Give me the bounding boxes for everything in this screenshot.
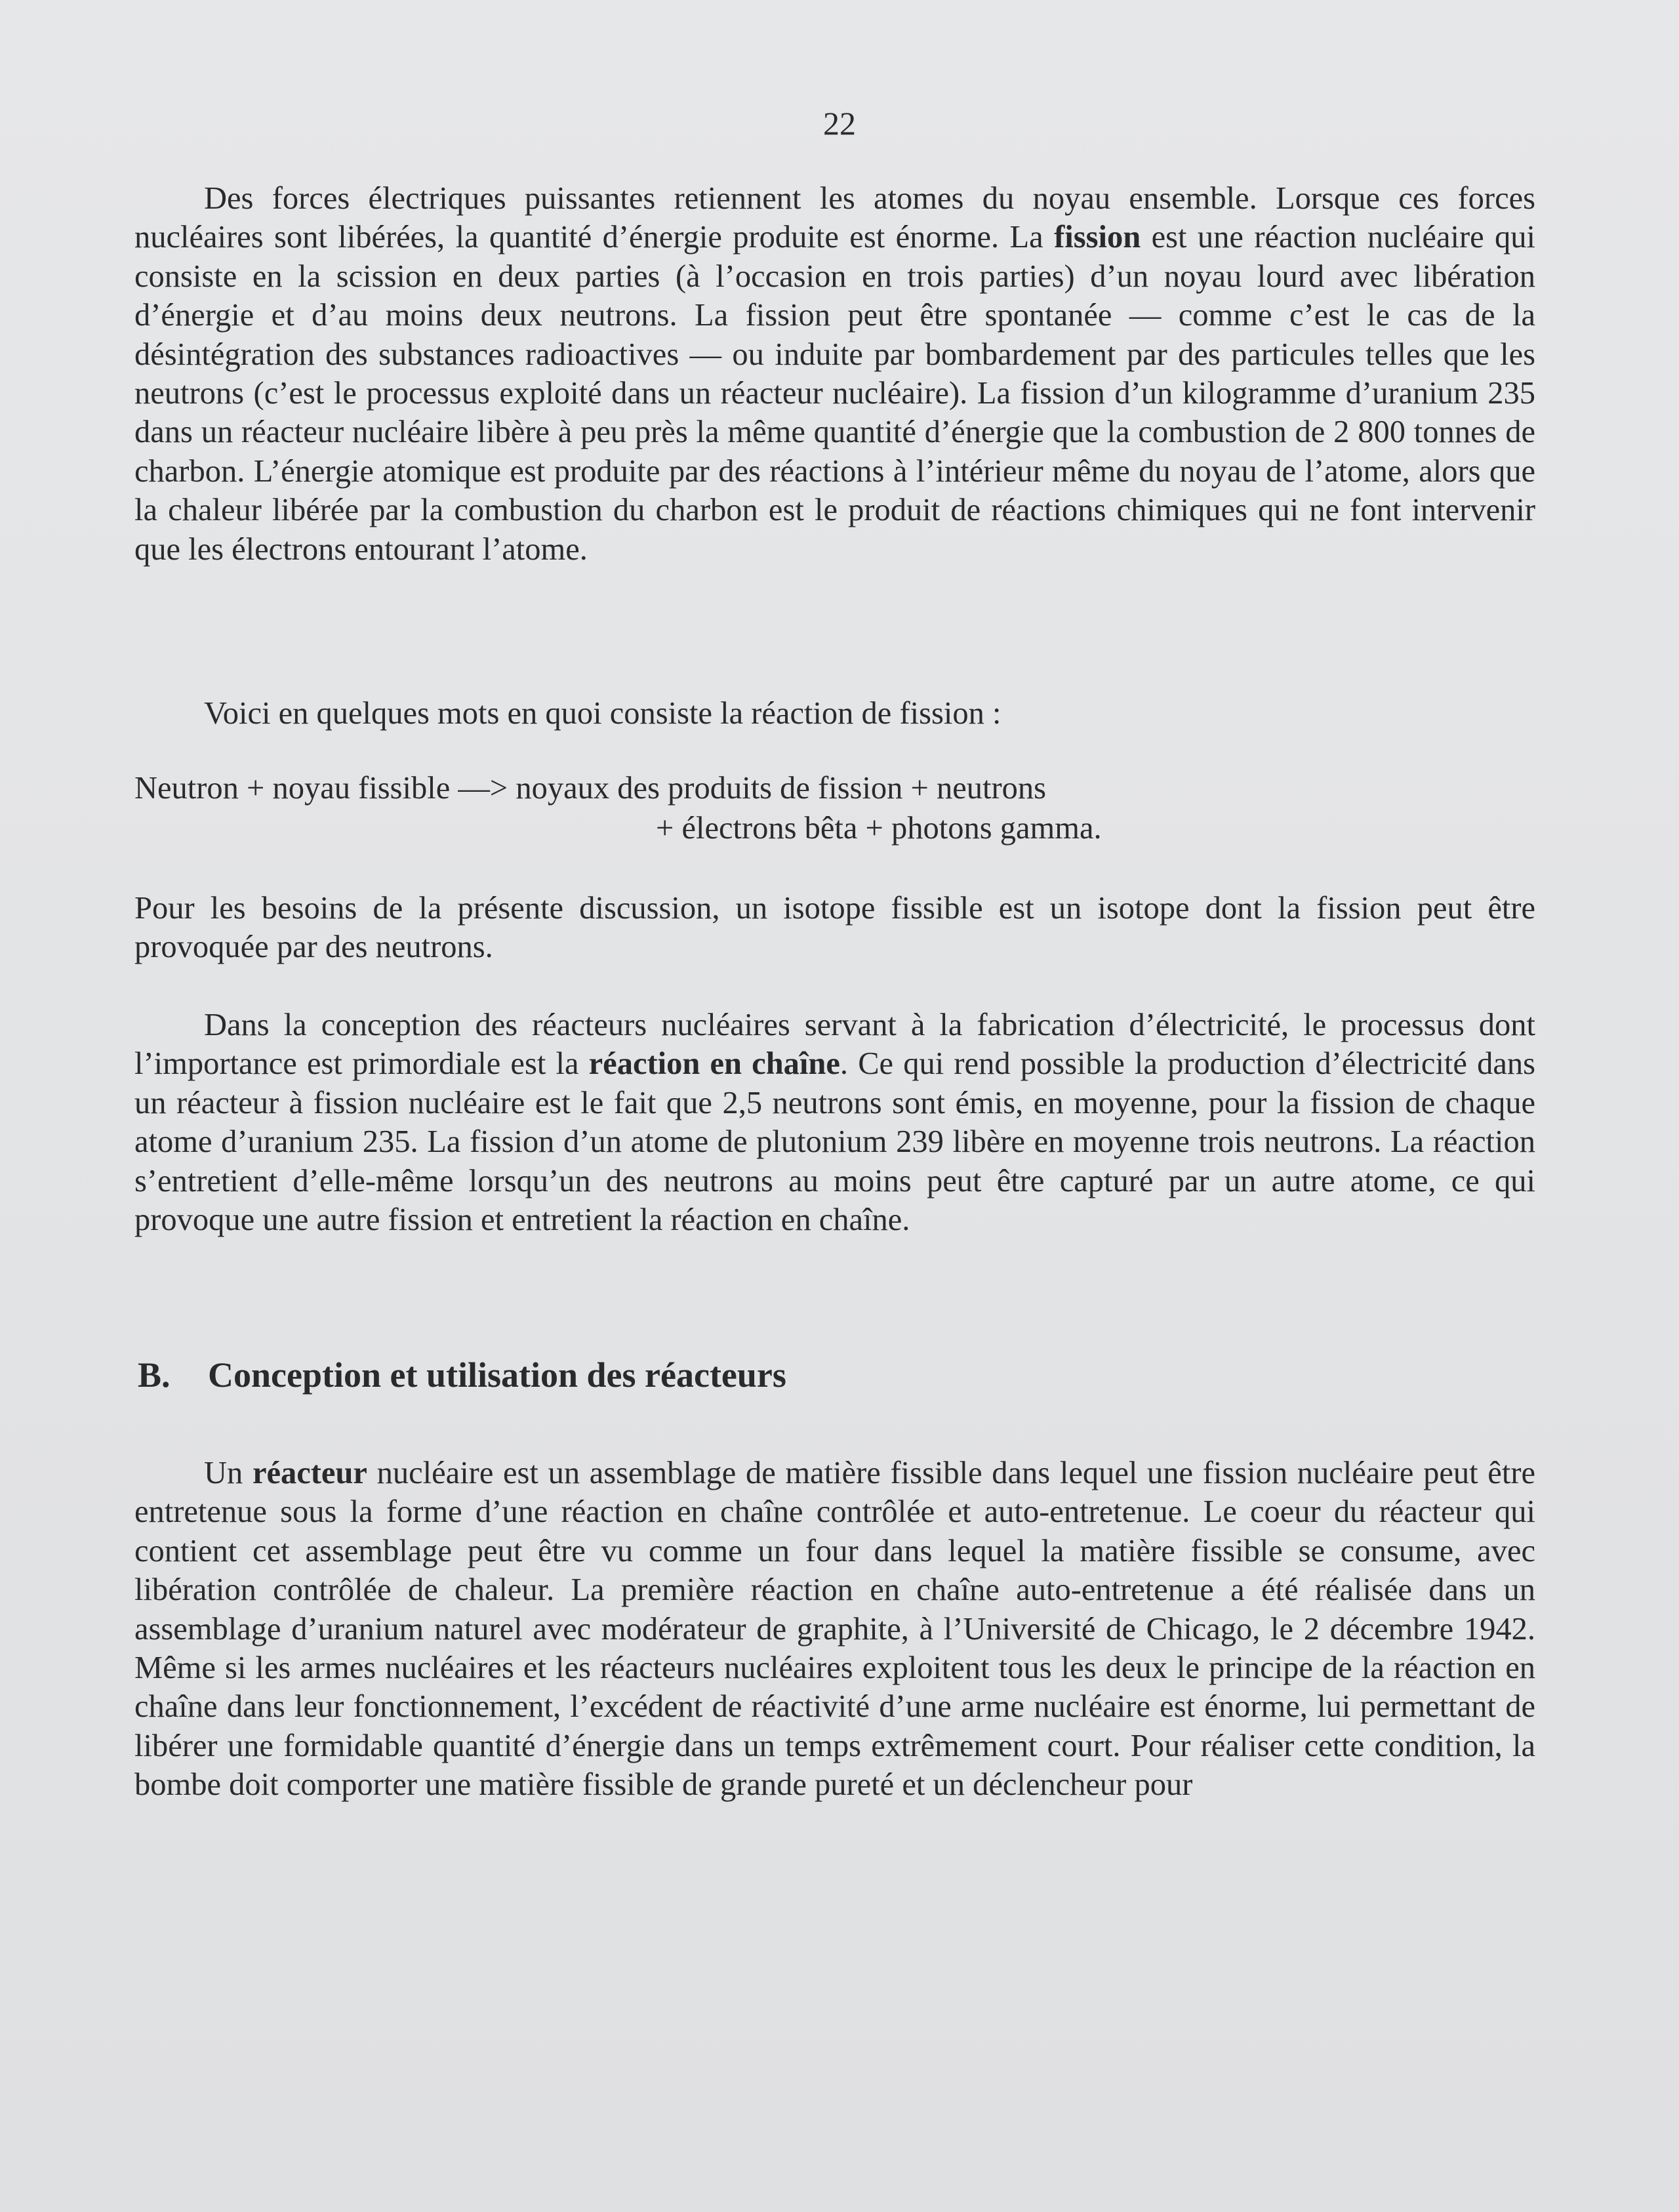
equation-line-1: Neutron + noyau fissible —> noyaux des produits de fission + neutrons xyxy=(134,771,1047,806)
equation-line-2: + électrons bêta + photons gamma. xyxy=(656,811,1102,846)
paragraph-text: est une réaction nucléaire qui consiste en la scission en deux parties (à l’occasion en trois parties) d’un noyau lourd avec libération d’énergie et d’au moins deux neutrons. La fission peut être spontanée — comme c’est le cas de la désintégration des substances radioactives — ou induite par bombardement par des particules telles que les neutrons (c’est le processus exploité dans un réacteur nucléaire). La fission d’un kilogramme d’uranium 235 dans un réacteur nucléaire libère à peu près la même quantité d’énergie que la combustion de 2 800 tonnes de charbon. L’énergie atomique est produite par des réactions à l’intérieur même du noyau de l’atome, alors que la chaleur libérée par la combustion du charbon est le produit de réactions chimiques qui ne font intervenir que les électrons entourant l’atome. xyxy=(134,220,1536,567)
section-heading xyxy=(138,1354,786,1396)
paragraph-fissile-isotope: Pour les besoins de la présente discussion, un isotope fissible est un isotope dont la fission peut être provoquée par des neutrons. xyxy=(134,891,1535,965)
bold-term-fission: fission xyxy=(1054,220,1141,255)
bold-term-reactor: réacteur xyxy=(252,1456,367,1490)
paragraph-text: Des forces électriques puissantes retiennent les atomes du noyau ensemble. Lorsque ces forces nucléaires sont libérées, la quantité d’énergie produite est énorme. La xyxy=(134,181,1535,255)
paragraph-fission-intro xyxy=(134,179,1535,569)
paragraph-text: Un xyxy=(204,1456,253,1490)
section-title: Conception et utilisation des réacteurs xyxy=(208,1355,786,1395)
paragraph-fission-reaction-intro: Voici en quelques mots en quoi consiste la réaction de fission : xyxy=(204,696,1001,731)
paragraph-text: nucléaire est un assemblage de matière fissible dans lequel une fission nucléaire peut être entretenue sous la forme d’une réaction en chaîne contrôlée et auto-entretenue. Le coeur du réacteur qui contient cet assemblage peut être vu comme un four dans lequel la matière fissible se consume, avec libération contrôlée de chaleur. La première réaction en chaîne auto-entretenue a été réalisée dans un assemblage d’uranium naturel avec modérateur de graphite, à l’Université de Chicago, le 2 décembre 1942. Même si les armes nucléaires et les réacteurs nucléaires exploitent tous les deux le principe de la réaction en chaîne dans leur fonctionnement, l’excédent de réactivité d’une arme nucléaire est énorme, lui permettant de libérer une formidable quantité d’énergie dans un temps extrêmement court. Pour réaliser cette condition, la bombe doit comporter une matière fissible de grande pureté et un déclencheur pour xyxy=(134,1456,1535,1803)
bold-term-chain-reaction: réaction en chaîne xyxy=(588,1046,840,1082)
paragraph-reactor-definition xyxy=(134,1454,1535,1805)
page-number: 22 xyxy=(823,105,856,142)
paragraph-text: . Ce qui rend possible la production d’électricité dans un réacteur à fission nucléaire est le fait que 2,5 neutrons sont émis, en moyenne, pour la fission de chaque atome d’uranium 235. La fission d’un atome de plutonium 239 libère en moyenne trois neutrons. La réaction s’entretient d’elle-même lorsqu’un des neutrons au moins peut être capturé par un autre atome, ce qui provoque une autre fission et entretient la réaction en chaîne. xyxy=(134,1046,1535,1238)
section-letter: B. xyxy=(138,1355,171,1395)
paragraph-text: Dans la conception des réacteurs nucléaires servant à la fabrication d’électricité, le processus dont l’importance est primordiale est la xyxy=(134,1008,1535,1082)
paragraph-chain-reaction xyxy=(134,1006,1535,1239)
